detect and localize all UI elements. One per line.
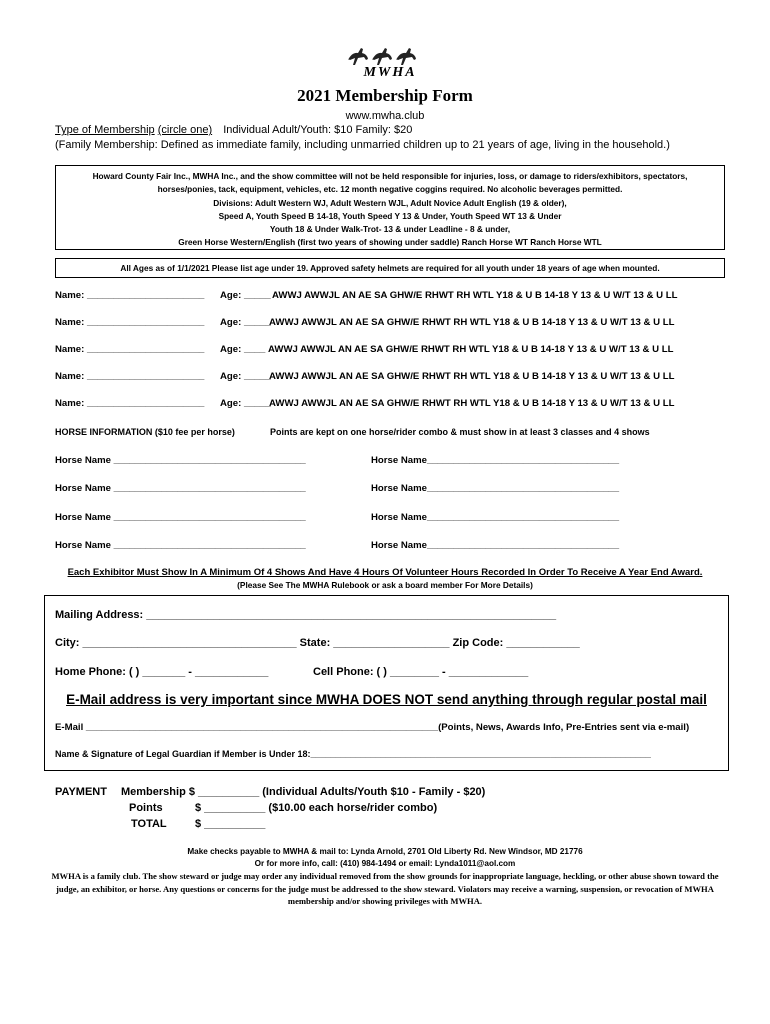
rider-class-options[interactable]: AWWJ AWWJL AN AE SA GHW/E RHWT RH WTL Y18 & U B 14-18 Y 13 & U W/T 13 & U LL [268, 344, 674, 355]
rider-age-field[interactable]: Age: _____ [220, 398, 271, 409]
rider-age-field[interactable]: Age: _____ [220, 290, 271, 301]
membership-type-options[interactable]: Individual Adult/Youth: $10 Family: $20 [223, 124, 413, 136]
contact-info-note: Or for more info, call: (410) 984-1494 or email: Lynda1011@aol.com [254, 859, 516, 868]
rider-name-field[interactable]: Name: ______________________ [55, 290, 205, 301]
rider-name-field[interactable]: Name: ______________________ [55, 398, 205, 409]
horse-name-field[interactable]: Horse Name____________________________________ [371, 512, 620, 523]
rider-row [55, 371, 715, 385]
membership-type-label: Type of Membership [55, 124, 155, 136]
cell-phone-field[interactable]: Cell Phone: ( ) ________ - _____________ [313, 666, 529, 678]
info-line: Speed A, Youth Speed B 14-18, Youth Speed Y 13 & Under, Youth Speed WT 13 & Under [218, 210, 562, 221]
ages-note-box [55, 258, 725, 278]
email-notice: E-Mail address is very important since MWHA DOES NOT send anything through regular postal mail [66, 692, 707, 707]
horse-info-label: HORSE INFORMATION ($10 fee per horse) [55, 427, 235, 437]
info-line: Green Horse Western/English (first two years of showing under saddle) Ranch Horse WT Ranch Horse WTL [178, 237, 602, 248]
points-note: Points are kept on one horse/rider combo & must show in at least 3 classes and 4 shows [270, 427, 650, 437]
rider-age-field[interactable]: Age: _____ [220, 317, 271, 328]
rider-class-options[interactable]: AWWJ AWWJL AN AE SA GHW/E RHWT RH WTL Y18 & U B 14-18 Y 13 & U W/T 13 & U LL [269, 317, 675, 328]
horse-name-field[interactable]: Horse Name ____________________________________ [55, 512, 306, 523]
rider-row [55, 344, 715, 358]
horse-name-field[interactable]: Horse Name ____________________________________ [55, 455, 306, 466]
logo-text: MWHA [363, 65, 417, 80]
award-note: Each Exhibitor Must Show In A Minimum Of 4 Shows And Have 4 Hours Of Volunteer Hours Recorded In Order To Receive A Year End Award. [67, 567, 703, 578]
email-field[interactable]: E-Mail __________________________________________________________________(Points, News, Awards Info, Pre-Entries sent via e-mail) [55, 722, 690, 733]
horse-name-field[interactable]: Horse Name ____________________________________ [55, 483, 306, 494]
rider-row [55, 290, 715, 304]
home-phone-field[interactable]: Home Phone: ( ) _______ - ____________ [55, 666, 269, 678]
family-definition: (Family Membership: Defined as immediate family, including unmarried children up to 21 years of age, living in the household.) [55, 139, 670, 151]
info-line: Youth 18 & Under Walk-Trot- 13 & under Leadline - 8 & under, [269, 224, 511, 235]
rider-class-options[interactable]: AWWJ AWWJL AN AE SA GHW/E RHWT RH WTL Y18 & U B 14-18 Y 13 & U W/T 13 & U LL [269, 398, 675, 409]
rulebook-note: (Please See The MWHA Rulebook or ask a board member For More Details) [237, 580, 533, 590]
ages-note: All Ages as of 1/1/2021 Please list age under 19. Approved safety helmets are required for all youth under 18 years of age when mounted. [120, 263, 660, 273]
checks-payable-note: Make checks payable to MWHA & mail to: Lynda Arnold, 2701 Old Liberty Rd. New Windsor, MD 21776 [187, 847, 583, 856]
membership-type-line [55, 124, 412, 136]
city-state-zip-field[interactable]: City: ___________________________________ State: ___________________ Zip Code: ____________ [55, 637, 580, 649]
rider-name-field[interactable]: Name: ______________________ [55, 317, 205, 328]
membership-type-paren: (circle one) [157, 124, 213, 136]
membership-payment-field[interactable]: Membership $ __________ (Individual Adults/Youth $10 - Family - $20) [121, 786, 486, 798]
rider-class-options[interactable]: AWWJ AWWJL AN AE SA GHW/E RHWT RH WTL Y18 & U B 14-18 Y 13 & U W/T 13 & U LL [269, 371, 675, 382]
total-payment-field[interactable]: $ __________ [195, 818, 266, 830]
rider-name-field[interactable]: Name: ______________________ [55, 371, 205, 382]
rider-name-field[interactable]: Name: ______________________ [55, 344, 205, 355]
horse-name-field[interactable]: Horse Name____________________________________ [371, 540, 620, 551]
rider-class-options[interactable]: AWWJ AWWJL AN AE SA GHW/E RHWT RH WTL Y18 & U B 14-18 Y 13 & U W/T 13 & U LL [272, 290, 678, 301]
page-title: 2021 Membership Form [297, 86, 473, 105]
mwha-logo [340, 40, 432, 86]
website-url[interactable]: www.mwha.club [345, 110, 425, 122]
horse-name-field[interactable]: Horse Name____________________________________ [371, 483, 620, 494]
total-label: TOTAL [131, 818, 167, 830]
points-payment-field[interactable]: $ __________ ($10.00 each horse/rider combo) [195, 802, 438, 814]
mailing-address-field[interactable]: Mailing Address: ___________________________________________________________________ [55, 609, 557, 621]
info-box [55, 165, 725, 250]
points-label: Points [129, 802, 163, 814]
info-line: Divisions: Adult Western WJ, Adult Western WJL, Adult Novice Adult English (19 & older), [213, 197, 567, 208]
rider-row [55, 317, 715, 331]
horse-name-field[interactable]: Horse Name____________________________________ [371, 455, 620, 466]
horse-name-field[interactable]: Horse Name ____________________________________ [55, 540, 306, 551]
payment-label: PAYMENT [55, 786, 107, 798]
rider-age-field[interactable]: Age: ____ [220, 344, 266, 355]
guardian-signature-field[interactable]: Name & Signature of Legal Guardian if Member is Under 18:____________________________________________________________________ [55, 749, 651, 759]
family-club-notice: MWHA is a family club. The show steward or judge may order any individual removed from the show grounds for inappropriate language, heckling, or other abuse shown toward the judge, an exhibitor, or horse. Any questions or concerns for the judge must be addressed to the show steward. Violators may receive a warning, suspension, or revocation of MWHA membership and/or showing privileges with MWHA. [51, 871, 719, 906]
contact-box [44, 595, 729, 771]
info-line: horses/ponies, tack, equipment, vehicles, etc. 12 month negative coggins required. No alcoholic beverages permitted. [157, 184, 623, 195]
rider-row [55, 398, 715, 412]
rider-age-field[interactable]: Age: _____ [220, 371, 271, 382]
info-line: Howard County Fair Inc., MWHA Inc., and the show committee will not be held responsible for injuries, loss, or damage to riders/exhibitors, spectators, [92, 171, 688, 181]
